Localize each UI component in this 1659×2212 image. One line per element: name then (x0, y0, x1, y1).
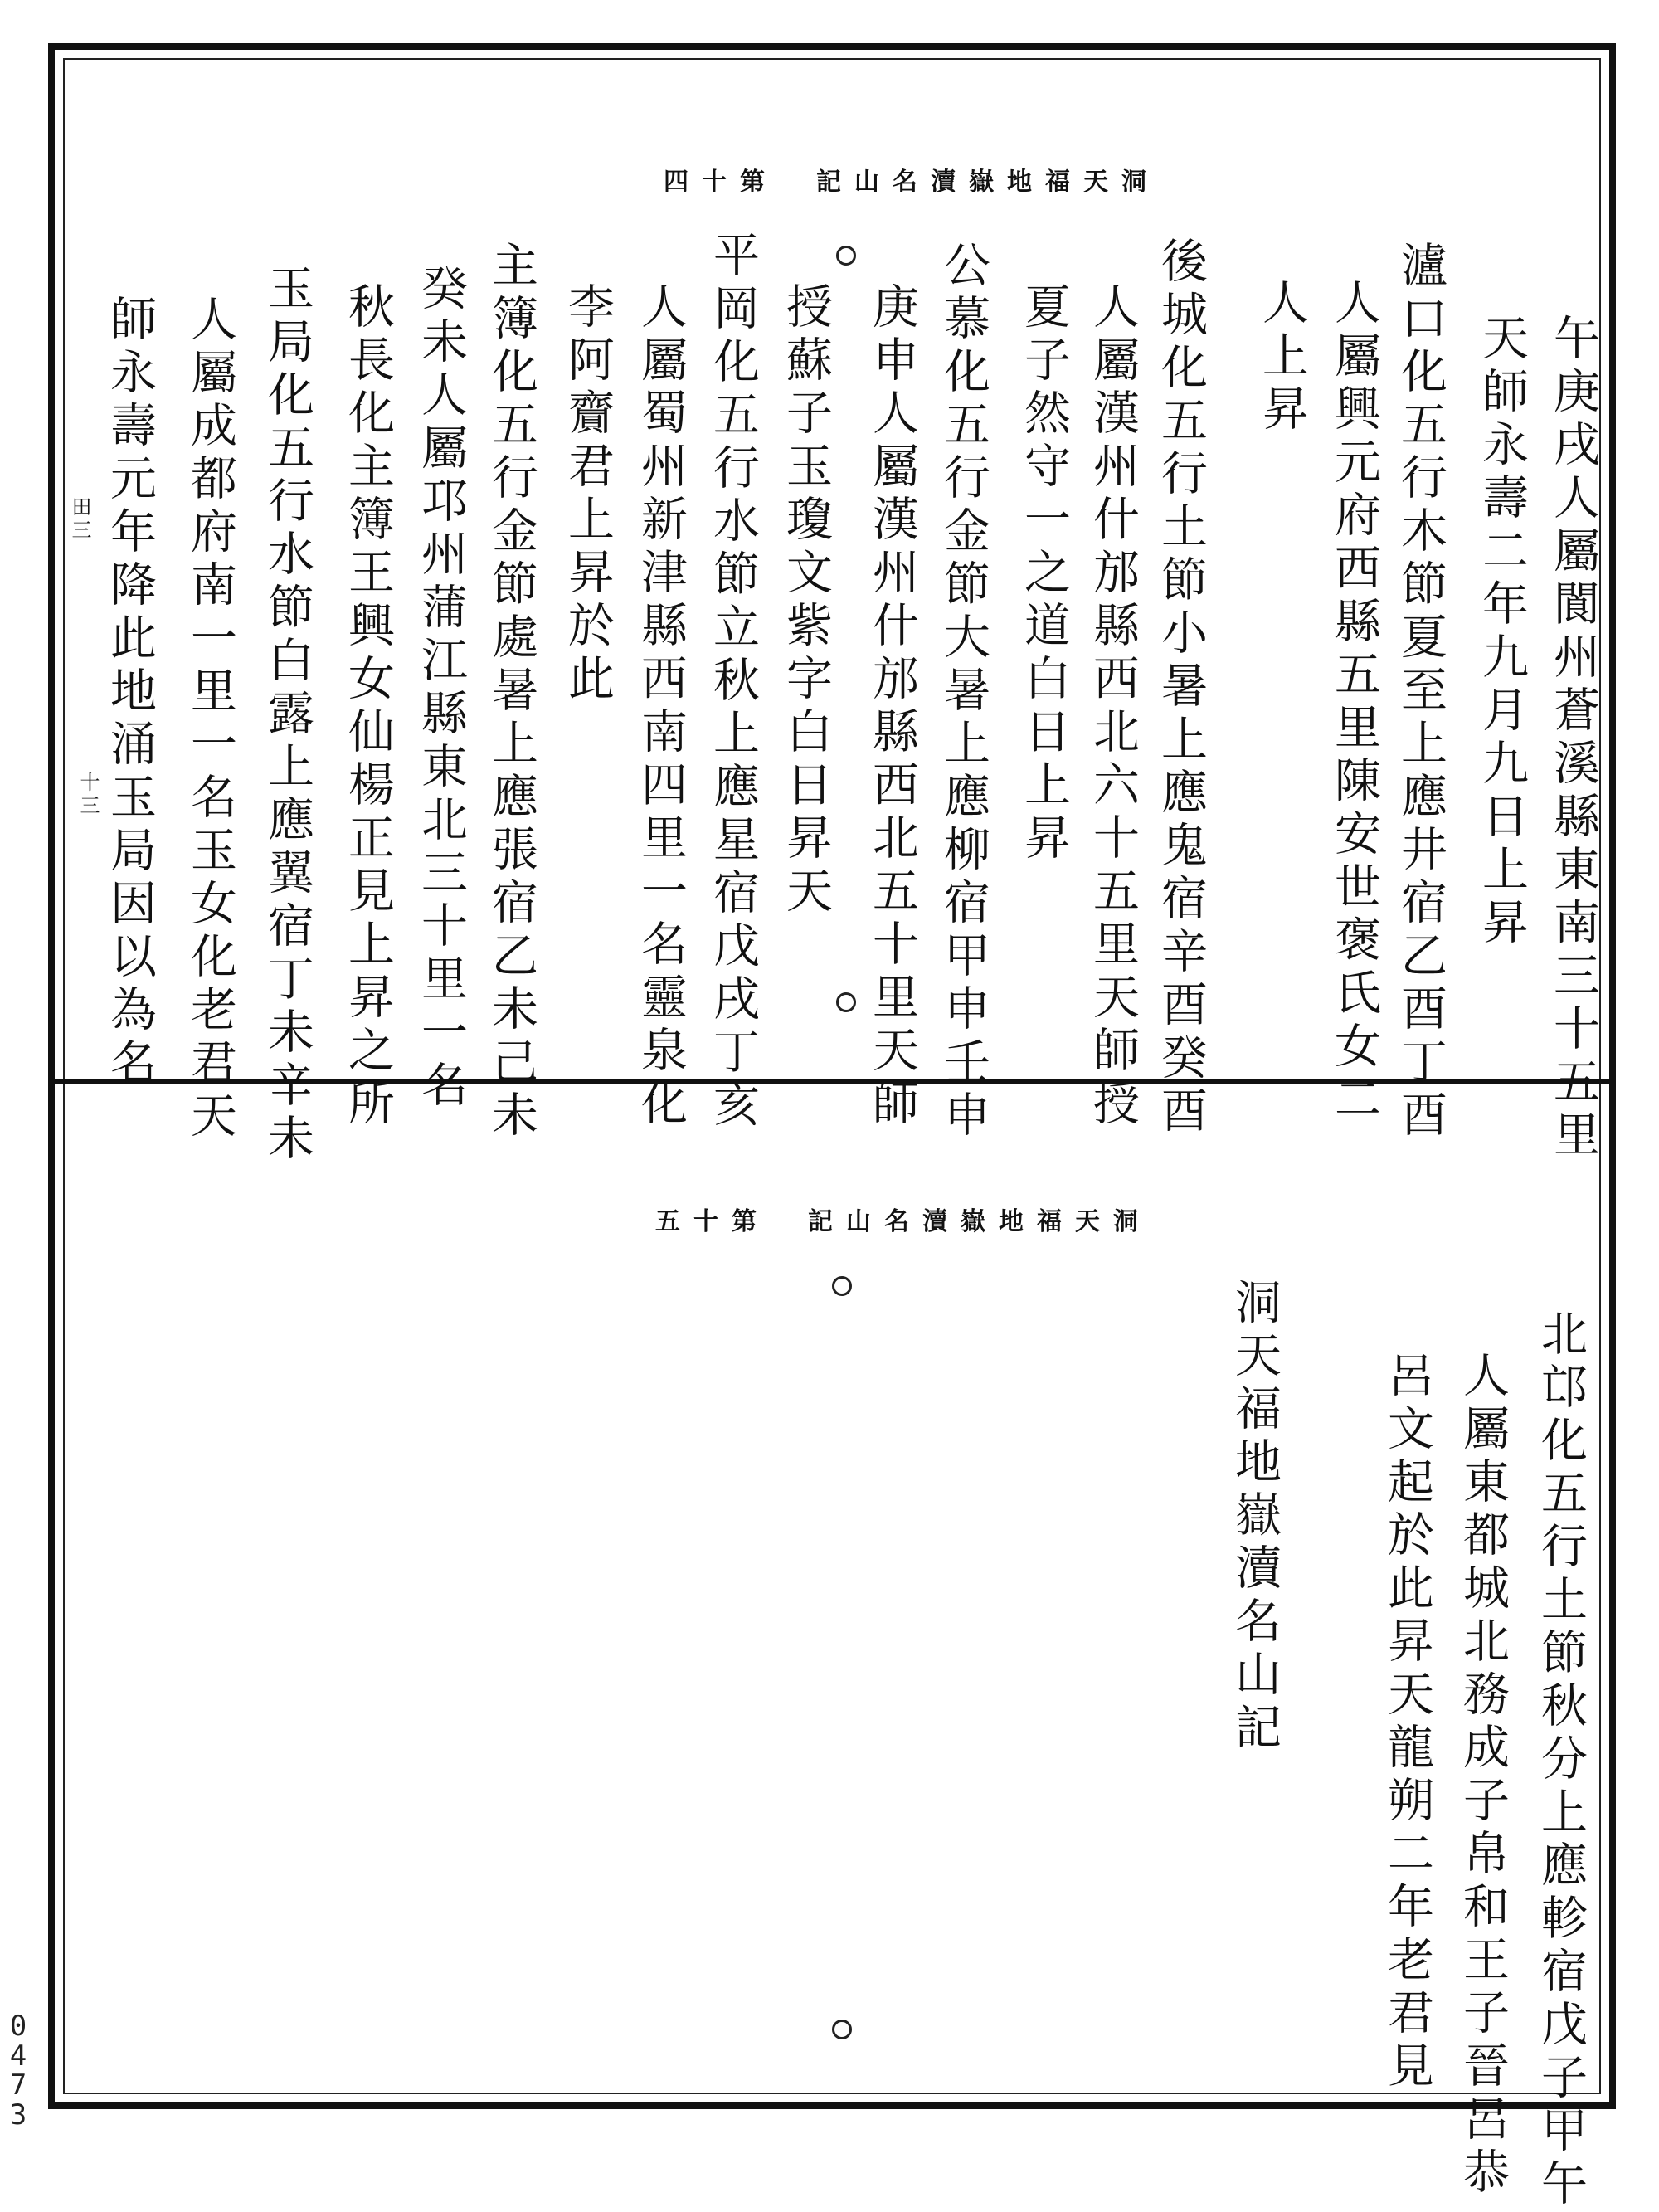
top-col-14: 李阿齎君上昇於此 (561, 282, 615, 707)
top-col-8: 夏子然守一之道白日上昇 (1017, 282, 1071, 866)
bottom-col-2: 人屬東都城北務成子帛和王子晉呂恭 (1456, 1351, 1510, 2200)
top-col-9: 公慕化五行金節大暑上應柳宿甲申壬申 (937, 241, 990, 1143)
top-col-15: 主簿化五行金節處暑上應張宿乙未己未 (484, 241, 538, 1143)
top-col-3: 瀘口化五行木節夏至上應井宿乙酉丁酉 (1394, 241, 1447, 1143)
page-number: 0473 (9, 2010, 27, 2132)
top-col-11: 授蘇子玉瓊文紫字白日昇天 (779, 282, 833, 919)
top-col-20: 師永壽元年降此地涌玉局因以為名 (103, 295, 157, 1091)
top-col-19: 人屬成都府南一里一名玉女化老君天 (183, 295, 237, 1144)
top-page-mark-2 (836, 992, 856, 1012)
top-col-4: 人屬興元府西縣五里陳安世褒氏女二 (1327, 278, 1381, 1128)
top-page-mark-1 (836, 246, 856, 266)
top-page-header: 洞天福地嶽瀆名山記 第十四 (664, 168, 1160, 197)
top-col-5: 人上昇 (1255, 278, 1309, 437)
top-folio-left: 田三 (68, 496, 91, 543)
top-col-12: 平岡化五行水節立秋上應星宿戊戌丁亥 (706, 231, 760, 1133)
top-col-1: 午庚戌人屬閬州蒼溪縣東南三十五里 (1546, 314, 1600, 1163)
top-col-2: 天師永壽二年九月九日上昇 (1475, 314, 1529, 951)
bottom-page-mark-1 (832, 1276, 852, 1296)
top-folio-right: 十三 (76, 772, 100, 818)
top-col-10: 庚申人屬漢州什邡縣西北五十里天師 (865, 282, 919, 1132)
top-col-13: 人屬蜀州新津縣西南四里一名靈泉化 (634, 282, 688, 1132)
top-col-18: 玉局化五行水節白露上應翼宿丁未辛未 (260, 264, 314, 1167)
bottom-page-header: 洞天福地嶽瀆名山記 第十五 (655, 1207, 1151, 1236)
top-col-7: 人屬漢州什邡縣西北六十五里天師授 (1086, 282, 1140, 1132)
bottom-page-mark-2 (832, 2020, 852, 2039)
top-col-16: 癸未人屬邛州蒲江縣東北三十里一名 (414, 264, 468, 1113)
bottom-page-title: 洞天福地嶽瀆名山記 (1228, 1278, 1282, 1756)
top-col-17: 秋長化主簿王興女仙楊正見上昇之所 (341, 282, 395, 1132)
bottom-col-1: 北邙化五行土節秋分上應軫宿戊子甲午 (1534, 1309, 1588, 2212)
bottom-col-3: 呂文起於此昇天龍朔二年老君見 (1380, 1351, 1434, 2094)
top-col-6: 後城化五行土節小暑上應鬼宿辛酉癸酉 (1154, 236, 1208, 1139)
